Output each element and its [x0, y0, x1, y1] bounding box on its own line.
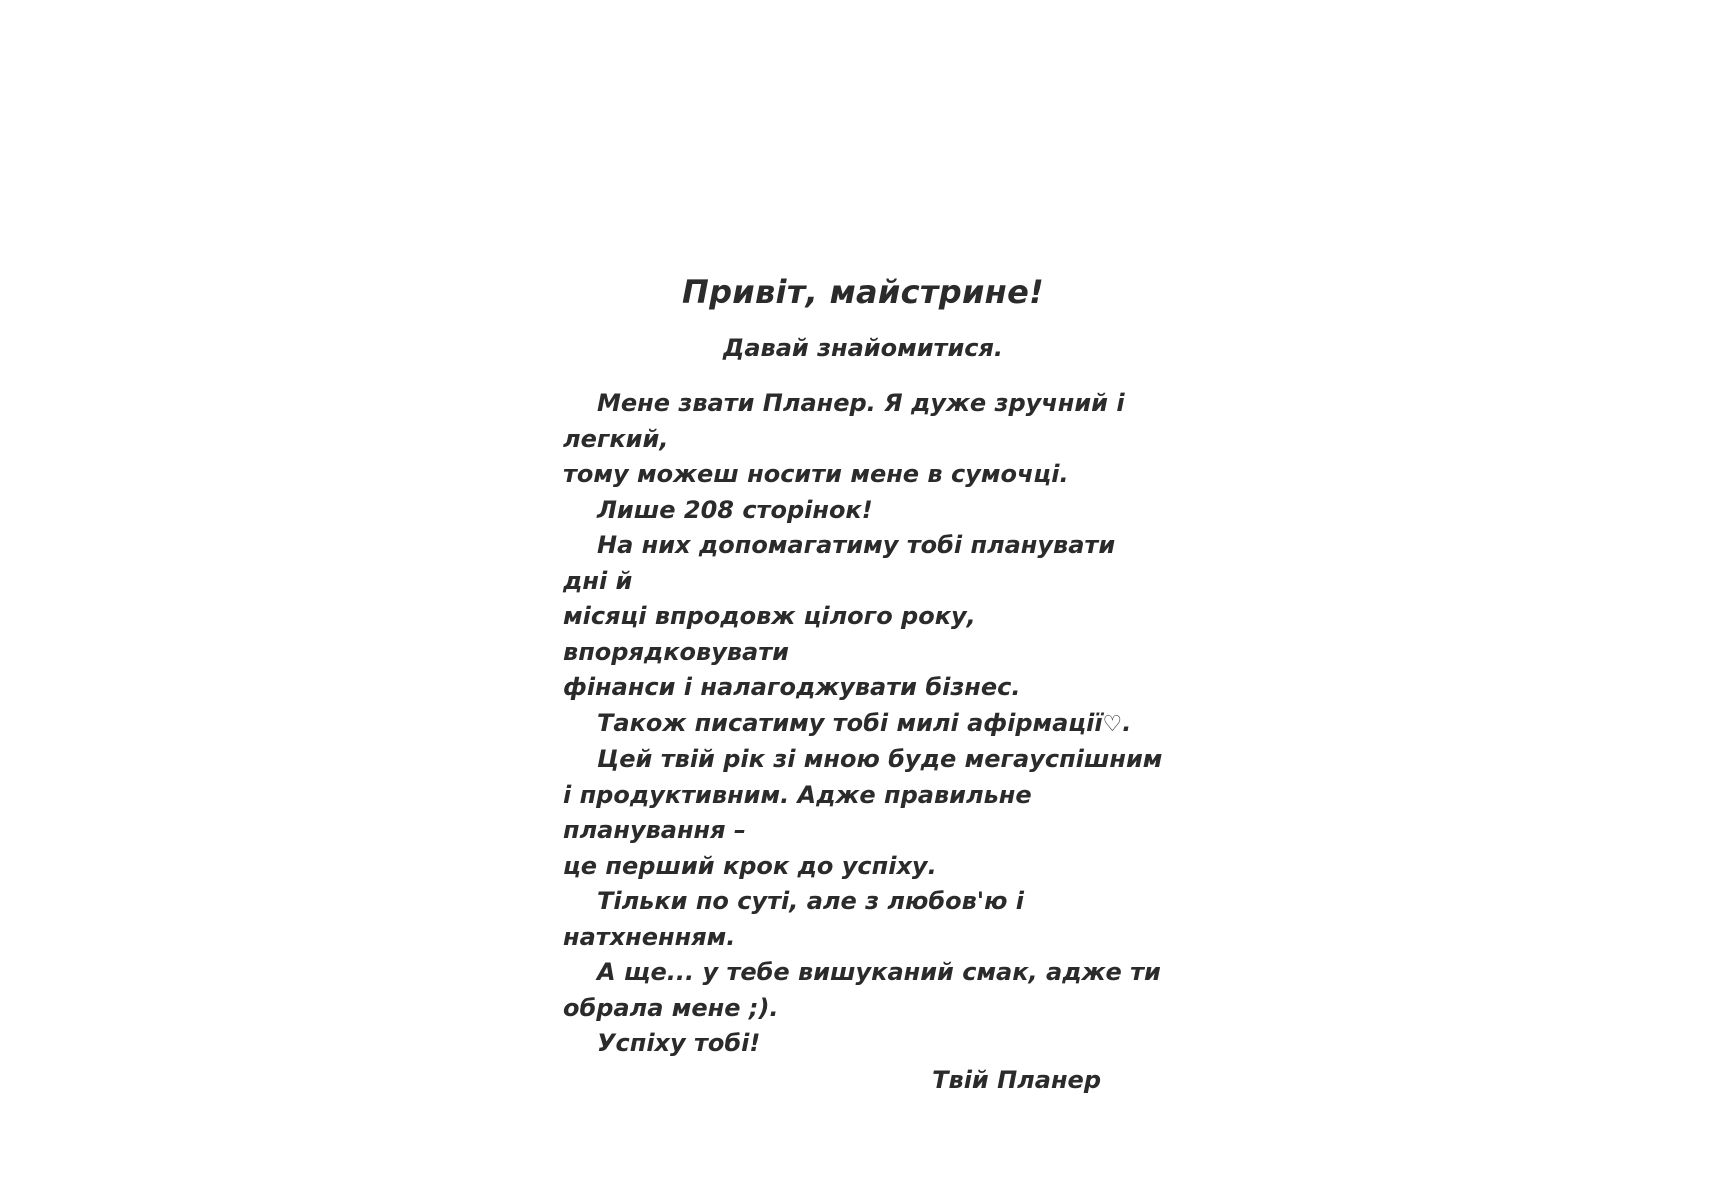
- paragraph-affirmations: [563, 706, 1163, 743]
- line: місяці впродовж цілого року, впорядковувати: [563, 602, 976, 666]
- line: Лише 208 сторінок!: [597, 495, 873, 524]
- line: А ще... у тебе вишуканий смак, адже ти: [597, 958, 1161, 986]
- letter-body: [563, 386, 1163, 1062]
- line: Цей твій рік зі мною буде мегауспішним: [597, 745, 1163, 773]
- letter-subtitle: Давай знайомитися.: [722, 334, 1004, 362]
- paragraph-taste: [563, 955, 1163, 1026]
- paragraph-essence: [563, 884, 1163, 955]
- line: Тільки по суті, але з любов'ю і натхненням.: [563, 887, 1025, 951]
- line: тому можеш носити мене в сумочці.: [563, 460, 1069, 488]
- welcome-letter: [563, 268, 1163, 1098]
- heart-icon: ♡: [1102, 711, 1123, 737]
- paragraph-intro: [563, 386, 1163, 493]
- letter-title: Привіт, майстрине!: [682, 273, 1044, 311]
- line: і продуктивним. Адже правильне планування –: [563, 780, 1032, 844]
- paragraph-help: [563, 528, 1163, 706]
- line-suffix: .: [1122, 708, 1132, 737]
- line: Мене звати Планер. Я дуже зручний і легкий,: [563, 389, 1125, 453]
- letter-signature: Твій Планер: [932, 1065, 1101, 1094]
- line: На них допомагатиму тобі планувати дні й: [563, 531, 1116, 595]
- paragraph-pages: [563, 493, 1163, 529]
- line: фінанси і налагоджувати бізнес.: [563, 673, 1021, 701]
- paragraph-success-year: [563, 742, 1163, 884]
- paragraph-wish: [563, 1026, 1163, 1062]
- line: Також писатиму тобі милі афірмації: [597, 708, 1103, 737]
- line: це перший крок до успіху.: [563, 851, 937, 880]
- line: Успіху тобі!: [597, 1029, 761, 1057]
- line: обрала мене ;).: [563, 993, 779, 1022]
